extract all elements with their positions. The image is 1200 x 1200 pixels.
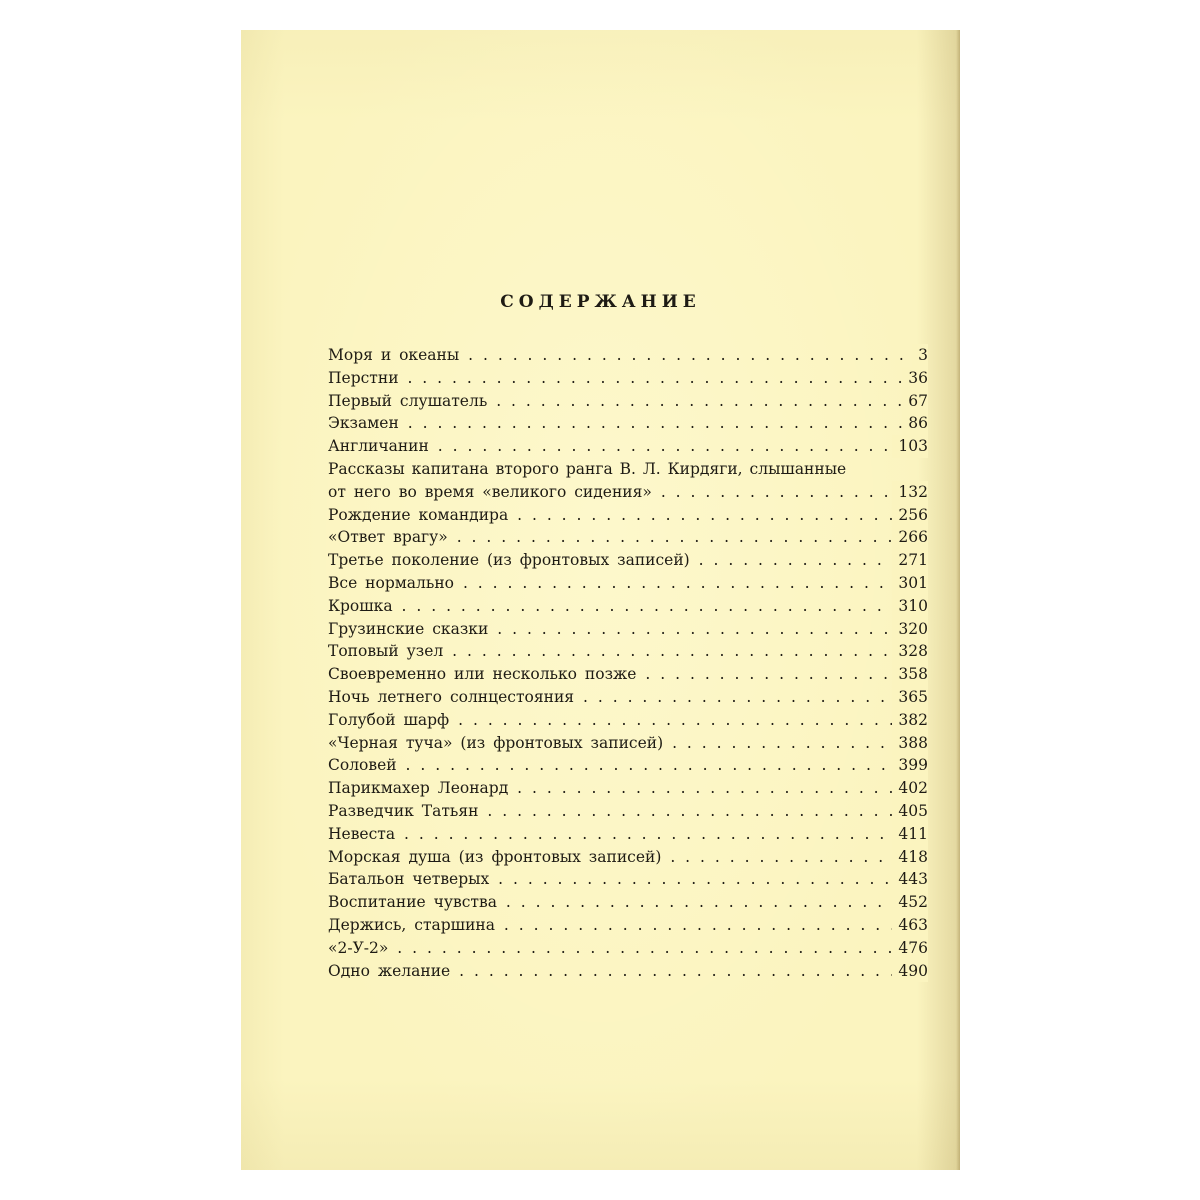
dot-leader	[388, 939, 928, 957]
toc-entry-title-line2: от него во время «великого сидения»	[328, 482, 652, 501]
toc-entry-title-line1: Рассказы капитана второго ранга В. Л. Кирдяги, слышанные	[328, 459, 847, 478]
toc-entry-title: Перстни	[328, 368, 399, 387]
dot-leader	[574, 688, 928, 706]
toc-entry-title: Батальон четверых	[328, 870, 490, 889]
toc-entry-title: Крошка	[328, 596, 393, 615]
toc-entry-title: «Черная туча» (из фронтовых записей)	[328, 733, 664, 752]
toc-entry-title: Ночь летнего солнцестояния	[328, 687, 575, 706]
toc-entry-page: 67	[902, 390, 928, 413]
toc-entry	[328, 868, 928, 891]
toc-entry	[328, 914, 928, 937]
toc-entry	[328, 937, 928, 960]
dot-leader	[497, 893, 928, 911]
toc-entry-page: 411	[892, 823, 928, 846]
toc-entry-page: 301	[892, 572, 928, 595]
toc-entry-title: «2-У-2»	[328, 938, 389, 957]
toc-entry-page: 36	[902, 367, 928, 390]
toc-entry-title: Все нормально	[328, 573, 455, 592]
dot-leader	[489, 870, 928, 888]
dot-leader	[508, 779, 928, 797]
table-of-contents	[328, 344, 928, 982]
page-edge-shadow	[956, 30, 960, 1170]
toc-entry	[328, 732, 928, 755]
toc-entry-page: 103	[892, 435, 928, 458]
toc-entry-title: Своевременно или несколько позже	[328, 665, 637, 684]
toc-entry-title: Рождение командира	[328, 505, 509, 524]
toc-entry-title: Голубой шарф	[328, 710, 450, 729]
toc-entry	[328, 458, 928, 504]
toc-entry	[328, 709, 928, 732]
toc-entry-title: Первый слушатель	[328, 391, 488, 410]
toc-entry-page: 358	[892, 663, 928, 686]
toc-entry	[328, 367, 928, 390]
toc-entry-title: Одно желание	[328, 961, 451, 980]
toc-entry	[328, 572, 928, 595]
toc-entry	[328, 549, 928, 572]
toc-entry	[328, 846, 928, 869]
dot-leader	[449, 711, 928, 729]
toc-entry-page: 310	[892, 595, 928, 618]
dot-leader	[429, 437, 928, 455]
toc-entry-page: 266	[892, 526, 928, 549]
dot-leader	[652, 483, 928, 501]
toc-entry-title: Соловей	[328, 756, 397, 775]
toc-entry	[328, 823, 928, 846]
dot-leader	[508, 506, 928, 524]
toc-entry-page: 402	[892, 777, 928, 800]
toc-entry-page: 490	[892, 960, 928, 983]
toc-entry-page: 476	[892, 937, 928, 960]
toc-entry	[328, 595, 928, 618]
dot-leader	[661, 848, 928, 866]
toc-entry-title: Невеста	[328, 824, 396, 843]
toc-entry-title: Грузинские сказки	[328, 619, 489, 638]
toc-entry	[328, 800, 928, 823]
toc-entry-title: Англичанин	[328, 437, 429, 456]
toc-entry	[328, 891, 928, 914]
toc-entry-page: 463	[892, 914, 928, 937]
dot-leader	[399, 414, 928, 432]
dot-leader	[495, 916, 928, 934]
dot-leader	[663, 734, 928, 752]
toc-entry	[328, 618, 928, 641]
dot-leader	[399, 369, 928, 387]
toc-entry-title: Разведчик Татьян	[328, 801, 479, 820]
toc-entry-page: 86	[902, 412, 928, 435]
toc-entry-page: 3	[912, 344, 928, 367]
toc-entry	[328, 960, 928, 983]
toc-entry	[328, 663, 928, 686]
toc-entry	[328, 686, 928, 709]
dot-leader	[488, 620, 928, 638]
toc-entry-page: 399	[892, 754, 928, 777]
toc-entry-page: 320	[892, 618, 928, 641]
toc-entry-title: «Ответ врагу»	[328, 528, 448, 547]
toc-entry	[328, 526, 928, 549]
toc-entry-page: 382	[892, 709, 928, 732]
dot-leader	[459, 346, 928, 364]
toc-entry-page: 388	[892, 732, 928, 755]
toc-entry	[328, 390, 928, 413]
toc-entry	[328, 412, 928, 435]
toc-entry-page: 418	[892, 846, 928, 869]
dot-leader	[393, 597, 928, 615]
dot-leader	[454, 574, 928, 592]
toc-entry-title: Моря и океаны	[328, 346, 460, 364]
contents-heading: СОДЕРЖАНИЕ	[500, 292, 701, 312]
dot-leader	[448, 528, 928, 546]
toc-entry	[328, 754, 928, 777]
toc-entry-title: Держись, старшина	[328, 915, 495, 934]
toc-entry-page: 328	[892, 640, 928, 663]
toc-entry	[328, 777, 928, 800]
dot-leader	[397, 756, 928, 774]
toc-entry	[328, 435, 928, 458]
dot-leader	[443, 642, 928, 660]
toc-entry-page: 405	[892, 800, 928, 823]
toc-entry-page: 452	[892, 891, 928, 914]
dot-leader	[636, 665, 928, 683]
toc-entry-title: Экзамен	[328, 414, 399, 433]
toc-entry-title: Парикмахер Леонард	[328, 779, 509, 798]
dot-leader	[478, 802, 928, 820]
dot-leader	[487, 392, 928, 410]
toc-entry-title: Воспитание чувства	[328, 893, 497, 912]
toc-entry-page: 365	[892, 686, 928, 709]
toc-entry-page: 132	[892, 481, 928, 504]
toc-entry-title: Морская душа (из фронтовых записей)	[328, 847, 662, 866]
dot-leader	[450, 962, 928, 980]
toc-entry-title: Топовый узел	[328, 642, 444, 661]
book-page	[241, 30, 960, 1170]
toc-entry	[328, 504, 928, 527]
dot-leader	[395, 825, 928, 843]
toc-entry	[328, 640, 928, 663]
toc-entry	[328, 344, 928, 367]
toc-entry-page: 271	[892, 549, 928, 572]
toc-entry-title: Третье поколение (из фронтовых записей)	[328, 551, 690, 570]
toc-entry-page: 256	[892, 504, 928, 527]
toc-entry-page: 443	[892, 868, 928, 891]
